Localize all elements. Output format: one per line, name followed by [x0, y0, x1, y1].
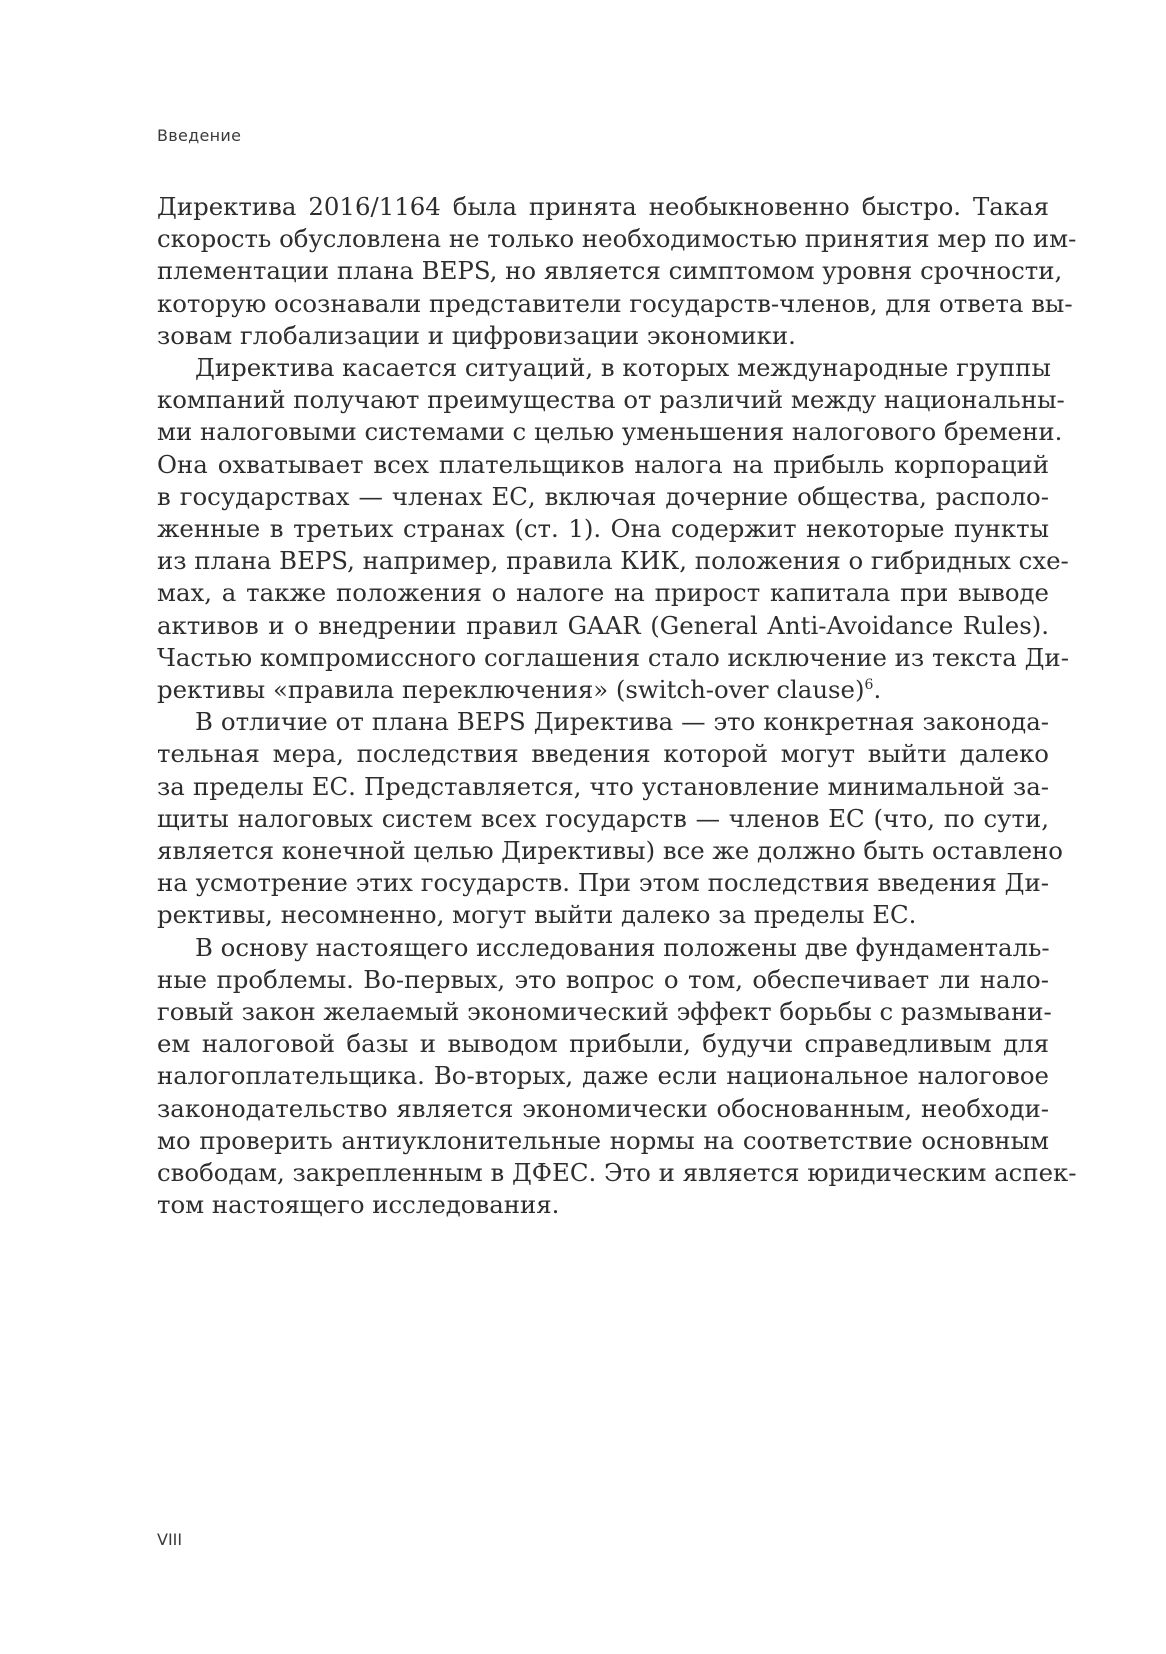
- text-line-with-footnote: [157, 674, 1049, 706]
- running-head: Введение: [157, 126, 242, 145]
- text-line: В отличие от плана BEPS Директива — это конкретная законода-: [195, 707, 1049, 737]
- text-line: ми налоговыми системами с целью уменьшения налогового бремени.: [157, 417, 1063, 447]
- paragraph: [157, 352, 1069, 706]
- footnote-reference[interactable]: 6: [864, 676, 874, 693]
- text-line: в государствах — членах ЕС, включая дочерние общества, располо-: [157, 481, 1049, 511]
- text-line: мах, а также положения о налоге на прирост капитала при выводе: [157, 578, 1049, 608]
- text-line: В основу настоящего исследования положены две фундаменталь-: [195, 932, 1050, 962]
- text-fragment: .: [873, 675, 882, 705]
- text-line: за пределы ЕС. Представляется, что установление минимальной за-: [157, 771, 1049, 801]
- text-line: том настоящего исследования.: [157, 1190, 560, 1220]
- text-line: налогоплательщика. Во-вторых, даже если национальное налоговое: [157, 1061, 1049, 1091]
- text-line: активов и о внедрении правил GAAR (General Anti-Avoidance Rules).: [157, 610, 1049, 640]
- text-line: компаний получают преимущества от различий между национальны-: [157, 385, 1065, 415]
- text-line: мо проверить антиуклонительные нормы на соответствие основным: [157, 1125, 1049, 1155]
- text-fragment: рективы «правила переключения» (switch-over clause): [157, 675, 865, 705]
- text-line: плементации плана BEPS, но является симптомом уровня срочности,: [157, 256, 1063, 286]
- text-line: говый закон желаемый экономический эффект борьбы с размывани-: [157, 997, 1052, 1027]
- body-text: [157, 191, 1077, 1222]
- text-line: ные проблемы. Во-первых, это вопрос о том, обеспечивает ли нало-: [157, 964, 1049, 994]
- text-line: щиты налоговых систем всех государств — членов ЕС (что, по сути,: [157, 803, 1049, 833]
- text-line: законодательство является экономически обоснованным, необходи-: [157, 1093, 1049, 1123]
- text-line: на усмотрение этих государств. При этом последствия введения Ди-: [157, 868, 1049, 898]
- paragraph: [157, 191, 1077, 352]
- text-line: ем налоговой базы и выводом прибыли, будучи справедливым для: [157, 1029, 1049, 1059]
- text-line: тельная мера, последствия введения которой могут выйти далеко: [157, 739, 1049, 769]
- text-line: Директива 2016/1164 была принята необыкновенно быстро. Такая: [157, 192, 1049, 221]
- text-line: Директива касается ситуаций, в которых международные группы: [195, 353, 1051, 383]
- text-line: является конечной целью Директивы) все же должно быть оставлено: [157, 836, 1063, 866]
- text-line: свободам, закрепленным в ДФЕС. Это и является юридическим аспек-: [157, 1158, 1077, 1188]
- text-line: зовам глобализации и цифровизации экономики.: [157, 320, 796, 350]
- text-line: которую осознавали представители государств-членов, для ответа вы-: [157, 288, 1073, 318]
- text-line: скорость обусловлена не только необходимостью принятия мер по им-: [157, 224, 1077, 254]
- text-line: женные в третьих странах (ст. 1). Она содержит некоторые пункты: [157, 514, 1049, 544]
- text-line: Она охватывает всех плательщиков налога на прибыль корпораций: [157, 449, 1049, 479]
- text-line: рективы, несомненно, могут выйти далеко за пределы ЕС.: [157, 900, 917, 930]
- paragraph: [157, 932, 1077, 1222]
- text-line: из плана BEPS, например, правила КИК, положения о гибридных схе-: [157, 546, 1069, 576]
- paragraph: [157, 706, 1063, 931]
- page-number: VIII: [157, 1530, 183, 1549]
- text-line: Частью компромиссного соглашения стало исключение из текста Ди-: [157, 642, 1069, 672]
